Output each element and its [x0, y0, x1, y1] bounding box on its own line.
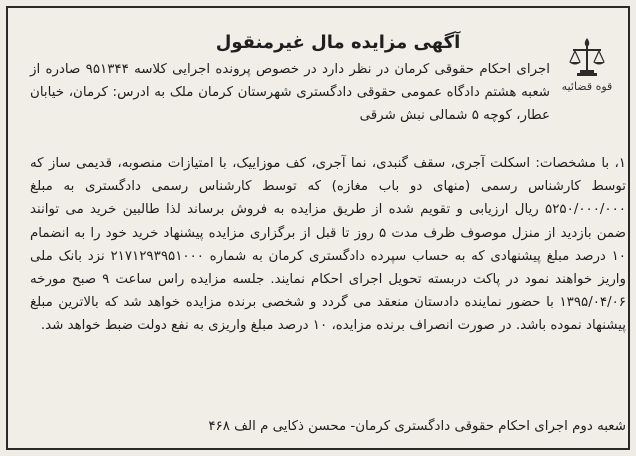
notice-intro-paragraph: اجرای احکام حقوقی کرمان در نظر دارد در خصوص پرونده اجرایی کلاسه ۹۵۱۳۴۴ صادره از شعبه هشتم دادگاه عمومی حقوقی دادگستری شهرستان کرمان ملک به ادرس: کرمان، خیابان عطار، کوچه ۵ شمالی نبش شرقی [30, 62, 550, 124]
judiciary-emblem [553, 36, 621, 106]
emblem-caption: قوه قضائیه [561, 80, 613, 93]
notice-main-paragraph: ۱، با مشخصات: اسکلت آجری، سقف گنبدی، نما آجری، کف موزاییک، با امتیازات منصوبه، قدیمی ساز که توسط کارشناس رسمی (منهای دو باب مغازه) که توسط کارشناس رسمی دادگستری به مبلغ ۵۲۵۰/۰۰۰/۰۰۰ ریال ارزیابی و تقویم شده از طریق مزایده به فروش برساند لذا طالبین خرید می توانند ضمن بازدید از منزل موصوف ظرف مدت ۵ روز تا قبل از برگزاری مزایده پیشنهاد خرید خود را به انضمام ۱۰ درصد مبلغ پیشنهادی که به حساب سپرده دادگستری کرمان به شماره ۲۱۷۱۲۹۳۹۵۱۰۰۰ نزد بانک ملی واریز خواهند نمود در پاکت دربسته تحویل اجرای احکام نمایند. جلسه مزایده راس ساعت ۹ صبح مورخه ۱۳۹۵/۰۴/۰۶ با حضور نماینده دادستان منعقد می گردد و شخصی برنده مزایده خواهد شد که بالاترین مبلغ پیشنهاد نموده باشد. در صورت انصراف برنده مزایده، ۱۰ درصد مبلغ واریزی به نفع دولت ضبط خواهد شد. [30, 156, 626, 334]
notice-title: آگهی مزایده مال غیرمنقول [215, 32, 461, 53]
scales-of-justice-icon [566, 36, 608, 78]
notice-frame [6, 6, 630, 450]
notice-signature: شعبه دوم اجرای احکام حقوقی دادگستری کرمان- محسن ذکایی م الف ۴۶۸ [208, 419, 626, 434]
